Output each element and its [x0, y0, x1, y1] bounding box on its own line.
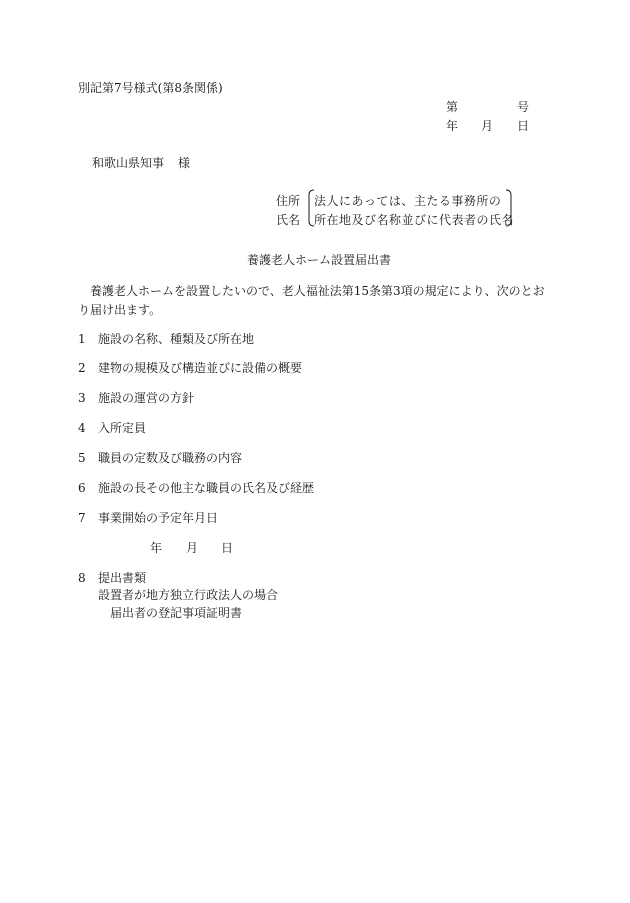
applicant-note-line2: 所在地及び名称並びに代表者の氏名	[314, 213, 515, 227]
document-number-suffix: 号	[517, 100, 530, 114]
item-text: 事業開始の予定年月日	[98, 511, 219, 525]
address-label: 住所	[276, 194, 301, 208]
form-reference: 別記第7号様式(第8条関係)	[78, 81, 223, 95]
document-title: 養護老人ホーム設置届出書	[247, 253, 392, 267]
date-month-label: 月	[481, 119, 494, 133]
applicant-note-line1: 法人にあっては、主たる事務所の	[314, 194, 502, 208]
item-text: 施設の名称、種類及び所在地	[98, 332, 255, 346]
item-number: 3	[78, 391, 86, 405]
item-number: 1	[78, 332, 86, 346]
item-text: 施設の長その他主な職員の氏名及び経歴	[98, 481, 315, 495]
item-number: 2	[78, 361, 86, 375]
start-date-year-label: 年	[150, 541, 163, 555]
list-item	[78, 512, 218, 524]
item-number: 4	[78, 421, 86, 435]
start-date-month-label: 月	[186, 541, 199, 555]
list-item	[78, 333, 254, 345]
list-item	[78, 482, 314, 494]
list-item	[78, 362, 302, 374]
item-number: 7	[78, 511, 86, 525]
item-text: 職員の定数及び職務の内容	[98, 451, 243, 465]
list-item	[78, 422, 146, 434]
addressee-honorific: 様	[178, 156, 191, 170]
attachment-condition: 設置者が地方独立行政法人の場合	[98, 588, 279, 602]
date-year-label: 年	[446, 119, 459, 133]
name-label: 氏名	[276, 213, 301, 227]
item-text: 提出書類	[98, 571, 147, 585]
attachment-document: 届出者の登記事項証明書	[110, 606, 243, 620]
document-number-prefix: 第	[446, 100, 459, 114]
list-item	[78, 452, 242, 464]
item-number: 8	[78, 571, 86, 585]
item-text: 建物の規模及び構造並びに設備の概要	[98, 361, 303, 375]
document-body: 養護老人ホームを設置したいので、老人福祉法第15条第3項の規定により、次のとおり届け出ます。	[78, 284, 545, 317]
start-date-day-label: 日	[221, 541, 234, 555]
addressee	[92, 157, 190, 169]
item-number: 5	[78, 451, 86, 465]
date-day-label: 日	[517, 119, 530, 133]
item-text: 入所定員	[98, 421, 147, 435]
item-number: 6	[78, 481, 86, 495]
item-text: 施設の運営の方針	[98, 391, 195, 405]
list-item	[78, 392, 194, 404]
list-item	[78, 572, 146, 584]
addressee-name: 和歌山県知事	[92, 156, 165, 170]
